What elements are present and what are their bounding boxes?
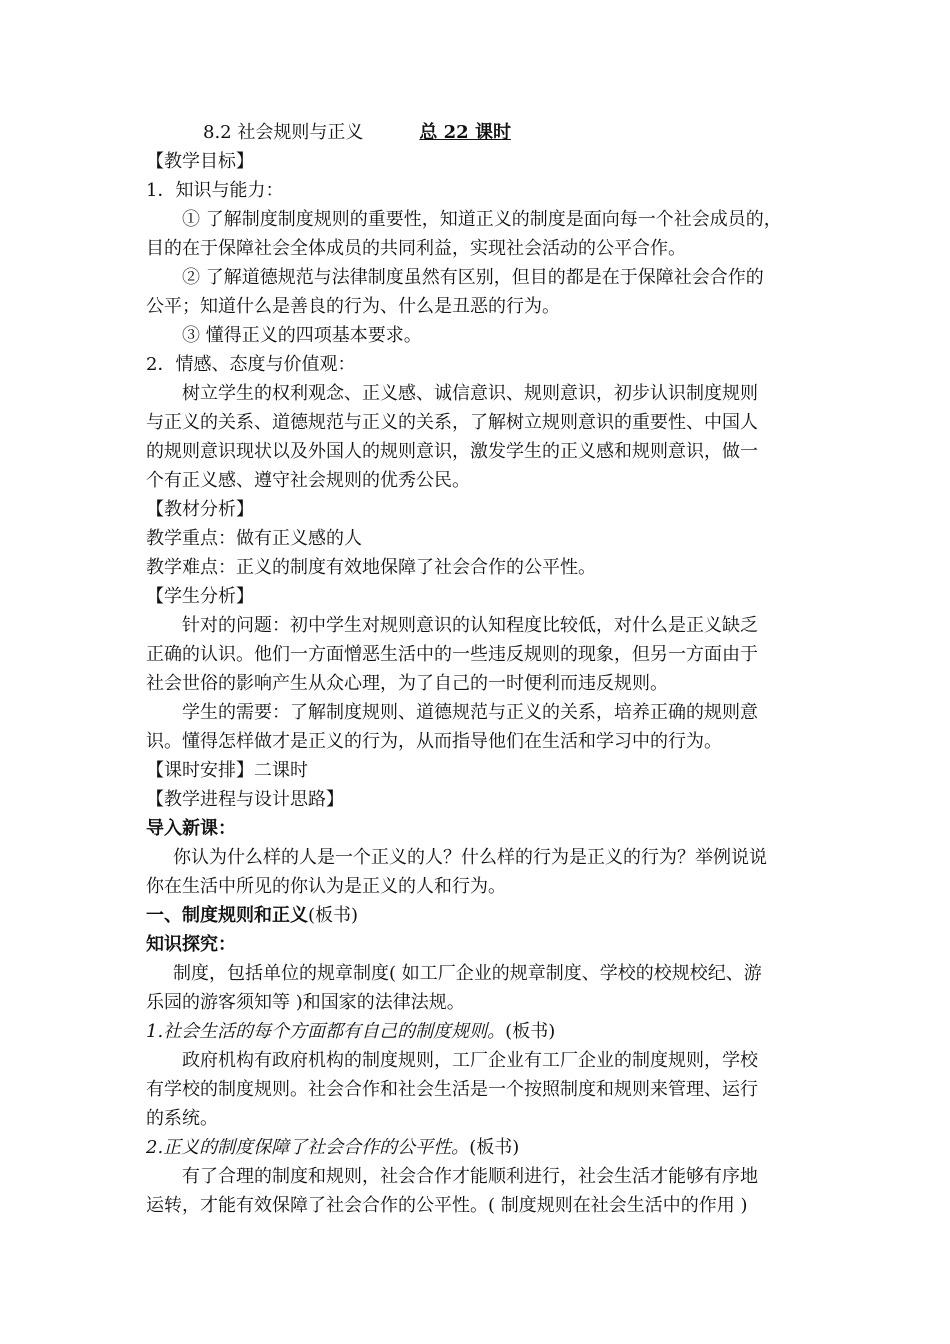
- board-note: (板书): [505, 1021, 556, 1042]
- paragraph-line: 有了合理的制度和规则，社会合作才能顺利进行，社会生活才能够有序地: [182, 1166, 758, 1187]
- point-2-heading: [146, 1133, 816, 1162]
- paragraph-line: 你认为什么样的人是一个正义的人？什么样的行为是正义的行为？举例说说: [173, 847, 767, 868]
- paragraph-line: 公平；知道什么是善良的行为、什么是丑恶的行为。: [146, 296, 560, 317]
- section-1-title: 一、制度规则和正义: [146, 905, 308, 926]
- paragraph-line: 运转，才能有效保障了社会合作的公平性。( 制度规则在社会生活中的作用 ): [146, 1195, 748, 1216]
- intro-heading: 导入新课：: [146, 818, 236, 839]
- document-page: [146, 118, 816, 1220]
- paragraph-line: 的规则意识现状以及外国人的规则意识，激发学生的正义感和规则意识，做一: [146, 441, 758, 462]
- board-note: (板书): [308, 905, 359, 926]
- section-heading-student: 【学生分析】: [146, 586, 254, 607]
- paragraph-line: 针对的问题：初中学生对规则意识的认知程度比较低，对什么是正义缺乏: [182, 615, 758, 636]
- paragraph-line: 有学校的制度规则。社会合作和社会生活是一个按照制度和规则来管理、运行: [146, 1079, 758, 1100]
- board-note: (板书): [469, 1137, 520, 1158]
- point-2-title: 2.正义的制度保障了社会合作的公平性。: [146, 1137, 470, 1158]
- section-heading-process: 【教学进程与设计思路】: [146, 789, 344, 810]
- paragraph-line: 与正义的关系、道德规范与正义的关系，了解树立规则意识的重要性、中国人: [146, 412, 758, 433]
- section-heading-material: 【教材分析】: [146, 499, 254, 520]
- paragraph-line: 学生的需要：了解制度规则、道德规范与正义的关系，培养正确的规则意: [182, 702, 758, 723]
- paragraph-line: 正确的认识。他们一方面憎恶生活中的一些违反规则的现象，但另一方面由于: [146, 644, 758, 665]
- lesson-title: 8.2 社会规则与正义: [203, 122, 364, 143]
- section-1-heading: [146, 901, 816, 930]
- paragraph-line: 个有正义感、遵守社会规则的优秀公民。: [146, 470, 470, 491]
- section-heading-goals: 【教学目标】: [146, 151, 254, 172]
- paragraph-line: ② 了解道德规范与法律制度虽然有区别，但目的都是在于保障社会合作的: [182, 267, 764, 288]
- paragraph-line: 你在生活中所见的你认为是正义的人和行为。: [146, 876, 506, 897]
- paragraph-line: 目的在于保障社会全体成员的共同利益，实现社会活动的公平合作。: [146, 238, 686, 259]
- paragraph-line: 乐园的游客须知等 )和国家的法律法规。: [146, 992, 465, 1013]
- explore-heading: 知识探究：: [146, 934, 236, 955]
- paragraph-line: 的系统。: [146, 1108, 218, 1129]
- total-periods: 总 22 课时: [419, 122, 511, 143]
- paragraph-line: 社会世俗的影响产生从众心理，为了自己的一时便利而违反规则。: [146, 673, 668, 694]
- key-point: 教学重点：做有正义感的人: [146, 528, 362, 549]
- paragraph-line: ① 了解制度制度规则的重要性，知道正义的制度是面向每一个社会成员的，: [182, 209, 782, 230]
- goal-2-heading: 2．情感、态度与价值观：: [146, 354, 356, 375]
- point-1-heading: [146, 1017, 816, 1046]
- paragraph-line: 树立学生的权利观念、正义感、诚信意识、规则意识，初步认识制度规则: [182, 383, 758, 404]
- goal-1-heading: 1．知识与能力：: [146, 180, 284, 201]
- section-heading-schedule: 【课时安排】二课时: [146, 760, 308, 781]
- paragraph-line: ③ 懂得正义的四项基本要求。: [182, 325, 422, 346]
- difficulty-point: 教学难点：正义的制度有效地保障了社会合作的公平性。: [146, 557, 596, 578]
- point-1-title: 1.社会生活的每个方面都有自己的制度规则。: [146, 1021, 506, 1042]
- paragraph-line: 识。懂得怎样做才是正义的行为，从而指导他们在生活和学习中的行为。: [146, 731, 722, 752]
- paragraph-line: 制度，包括单位的规章制度( 如工厂企业的规章制度、学校的校规校纪、游: [173, 963, 762, 984]
- lesson-title-line: [146, 118, 816, 147]
- paragraph-line: 政府机构有政府机构的制度规则，工厂企业有工厂企业的制度规则，学校: [182, 1050, 758, 1071]
